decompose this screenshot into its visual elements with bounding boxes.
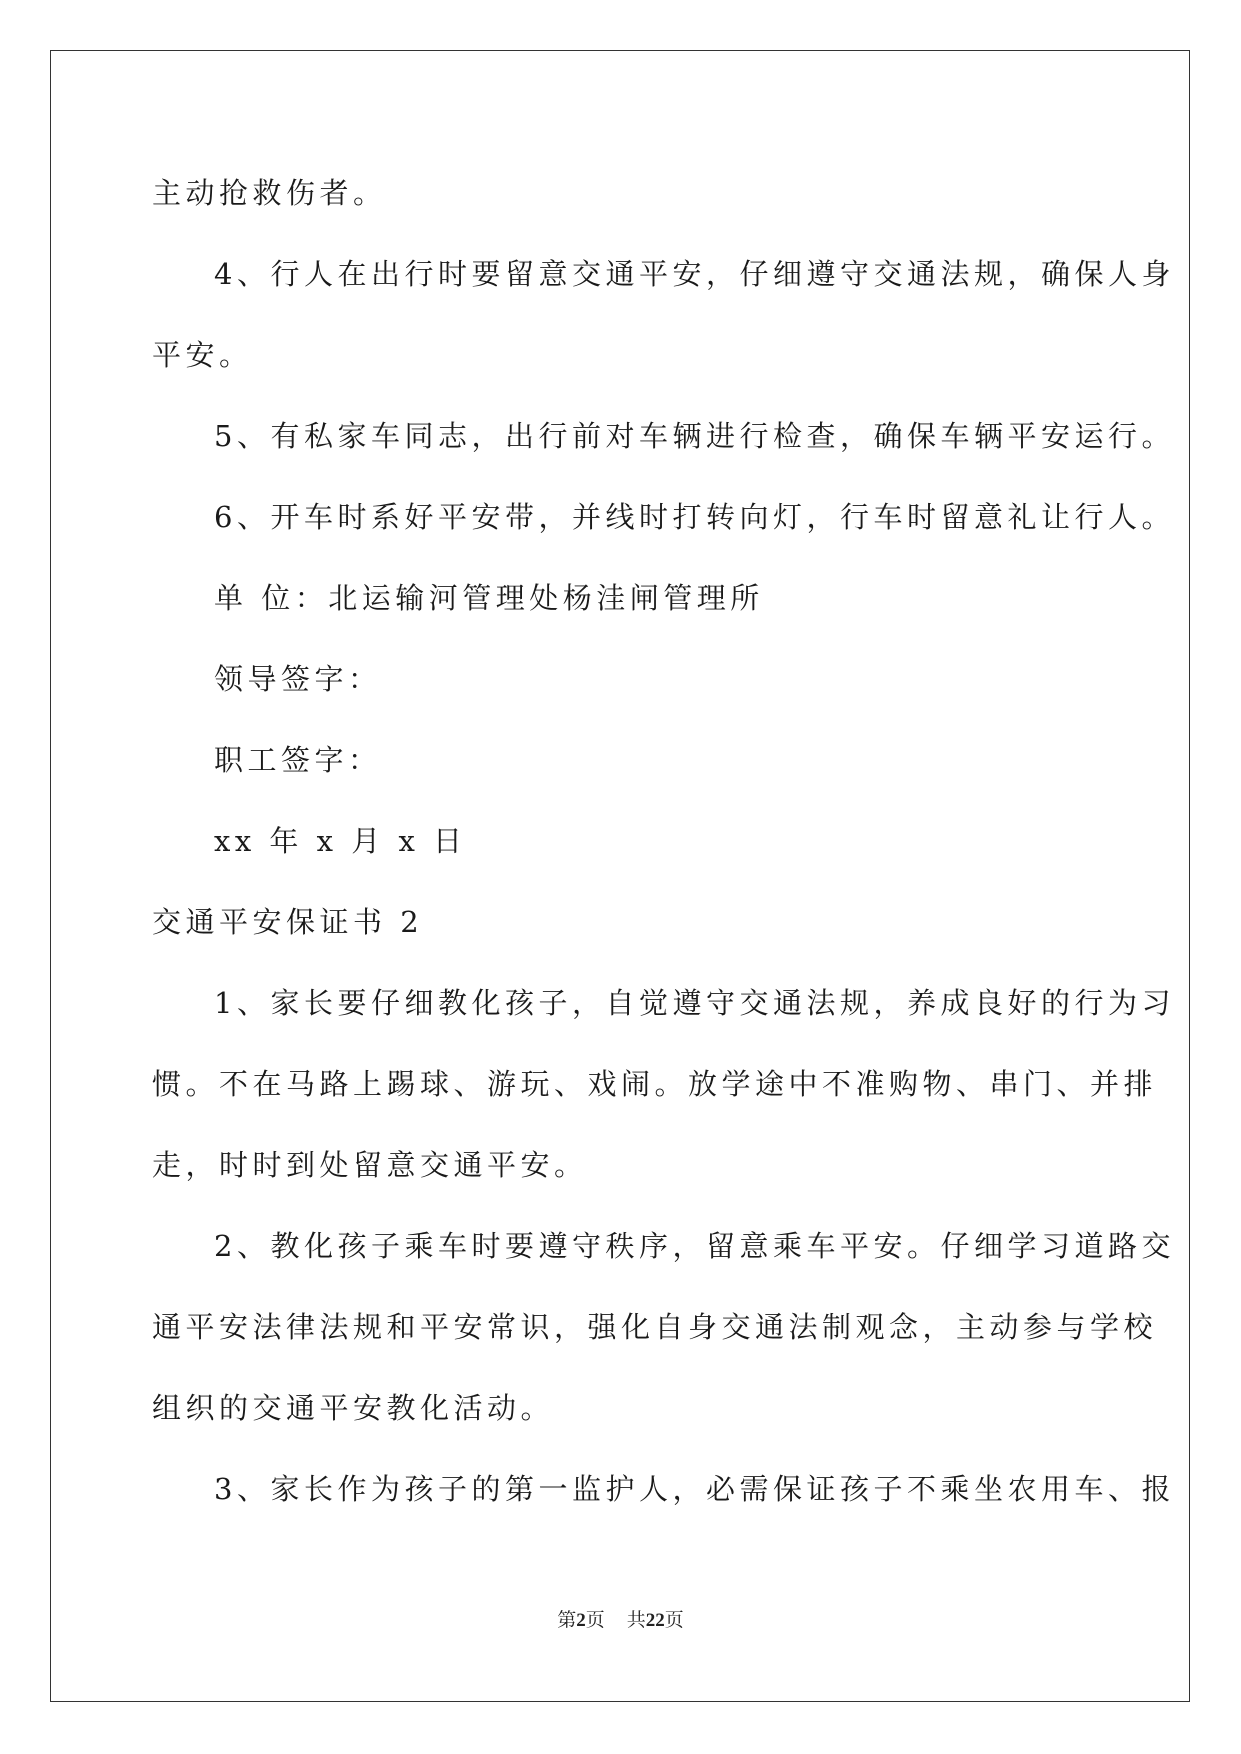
text-line: 惯。不在马路上踢球、游玩、戏闹。放学途中不准购物、串门、并排 [152, 1067, 1158, 1101]
date-line: xx 年 x 月 x 日 [214, 824, 467, 858]
text-line: 4、行人在出行时要留意交通平安，仔细遵守交通法规，确保人身 [214, 257, 1175, 291]
footer-page-current: 2 [576, 1610, 586, 1631]
staff-signature-line: 职工签字： [214, 743, 382, 777]
text-line: 3、家长作为孩子的第一监护人，必需保证孩子不乘坐农用车、报 [214, 1472, 1175, 1506]
footer-total-unit: 页 [664, 1609, 684, 1631]
text-line: 平安。 [152, 338, 253, 372]
text-line: 通平安法律法规和平安常识，强化自身交通法制观念，主动参与学校 [152, 1310, 1158, 1344]
leader-signature-line: 领导签字： [214, 662, 382, 696]
footer-page-prefix: 第 [557, 1609, 577, 1631]
text-line: 6、开车时系好平安带，并线时打转向灯，行车时留意礼让行人。 [214, 500, 1175, 534]
footer-page-total: 22 [645, 1610, 665, 1631]
text-line: 主动抢救伤者。 [152, 176, 387, 210]
text-line: 1、家长要仔细教化孩子，自觉遵守交通法规，养成良好的行为习 [214, 986, 1175, 1020]
text-line: 组织的交通平安教化活动。 [152, 1391, 555, 1425]
footer-page-unit: 页 [585, 1609, 605, 1631]
text-line: 5、有私家车同志，出行前对车辆进行检查，确保车辆平安运行。 [214, 419, 1175, 453]
text-line: 2、教化孩子乘车时要遵守秩序，留意乘车平安。仔细学习道路交 [214, 1229, 1175, 1263]
section-heading: 交通平安保证书 2 [152, 905, 424, 939]
footer-total-prefix: 共 [626, 1609, 646, 1631]
unit-line: 单 位：北运输河管理处杨洼闸管理所 [214, 581, 764, 615]
text-line: 走，时时到处留意交通平安。 [152, 1148, 588, 1182]
page-footer [0, 1608, 1241, 1633]
page-border [50, 50, 1190, 1702]
